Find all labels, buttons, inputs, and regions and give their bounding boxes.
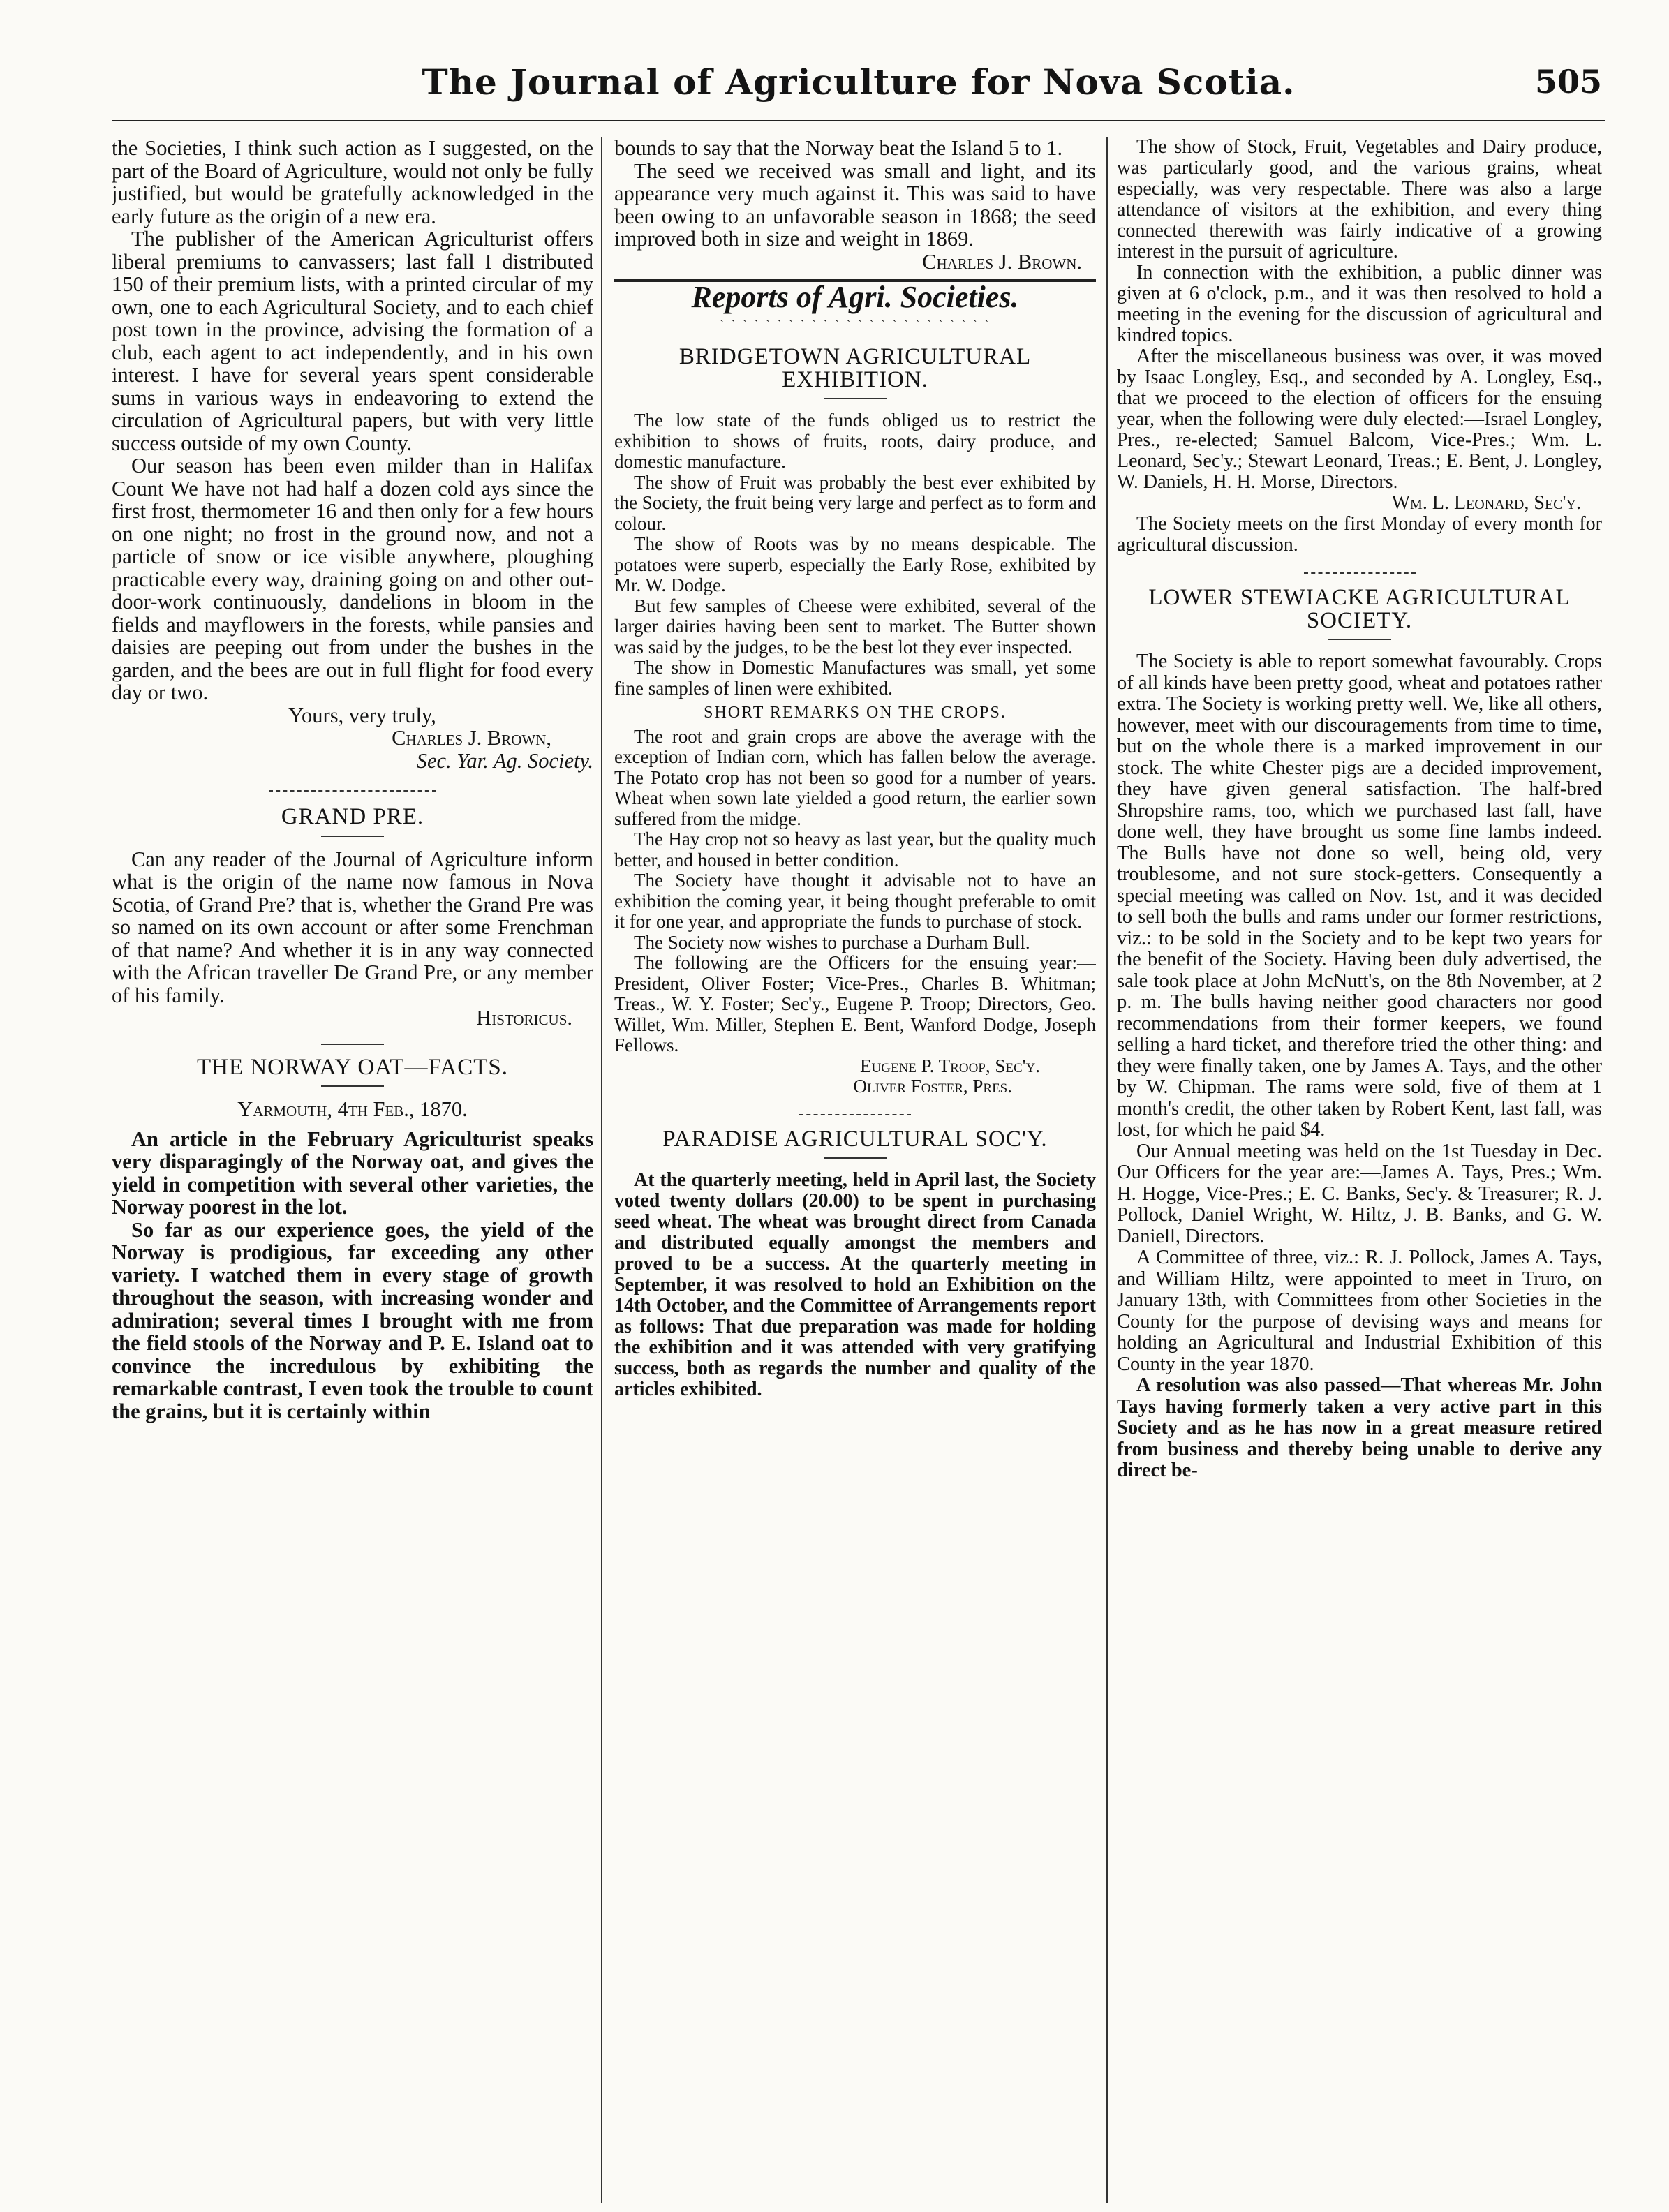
section-divider bbox=[269, 790, 436, 792]
paragraph: At the quarterly meeting, held in April last, the Society voted twenty dollars (20.00) to be spent in purchasing seed wheat. The wheat was brought direct from Canada and distributed equally amongst the members and proved to be a success. At the quarterly meeting in September, it was resolved to hold an Exhibition on the 14th October, and the Committee of Arrangements report as follows: That due preparation was made for holding the exhibition and it was attended with very gratifying success, both as regards the number and quality of the articles exhibited. bbox=[614, 1169, 1096, 1400]
page-number: 505 bbox=[1534, 63, 1602, 101]
paragraph: An article in the February Agriculturist speaks very disparagingly of the Norway oat, and gives the yield in competition with several other varieties, the Norway poorest in the lot. bbox=[112, 1127, 593, 1219]
heading-rule bbox=[1328, 639, 1391, 640]
heading-rule bbox=[824, 1157, 887, 1159]
journal-title: The Journal of Agriculture for Nova Scotia. bbox=[422, 61, 1296, 103]
signature-name: Charles J. Brown, bbox=[392, 726, 551, 750]
paragraph: Can any reader of the Journal of Agriculture inform what is the origin of the name now famous in Nova Scotia, of Grand Pre? that is, whether the Grand Pre was so named on its own account or after some Frenchman of that name? And whether it is in any way connected with the African traveller De Grand Pre, or any member of his family. bbox=[112, 847, 593, 1007]
signature-name: Charles J. Brown. bbox=[922, 249, 1082, 274]
column-rule bbox=[1106, 137, 1108, 2203]
signature-name: Eugene P. Troop, Sec'y. bbox=[860, 1055, 1040, 1076]
paragraph: After the miscellaneous business was over, it was moved by Isaac Longley, Esq., and seconded by A. Longley, Esq., that we proceed to the election of officers for the ensuing year, when the following were duly elected:—Israel Longley, Pres., re-elected; Samuel Balcom, Vice-Pres.; Wm. L. Leonard, Sec'y.; Stewart Leonard, Treas.; E. Bent, J. Longley, W. Daniels, H. H. Morse, Directors. bbox=[1117, 346, 1602, 493]
paragraph: So far as our experience goes, the yield of the Norway is prodigious, far exceeding any other variety. I watched them in every stage of growth throughout the season, with increasing wonder and admiration; several times I brought with me from the field stools of the Norway and P. E. Island oat to convince the incredulous by exhibiting the remarkable contrast, I even took the trouble to count the grains, but it is certainly within bbox=[112, 1217, 593, 1423]
paragraph: The Society have thought it advisable not to have an exhibition the coming year, it being thought preferable to omit it for one year, and appropriate the funds to purchase of stock. bbox=[614, 870, 1096, 932]
heading-rule bbox=[824, 398, 887, 399]
paragraph: The Society now wishes to purchase a Durham Bull. bbox=[634, 931, 1030, 953]
bridgetown-heading: BRIDGETOWN AGRICULTURAL EXHIBITION. bbox=[678, 344, 1032, 392]
paragraph: The publisher of the American Agriculturist offers liberal premiums to canvassers; last fall I distributed 150 of their premium lists, with a printed circular of my own, one to each Agricultural Society, and to each chief post town in the province, advising the formation of a club, each agent to act independently, and in his own interest. I have for several years spent considerable sums in various ways in endeavoring to extend the circulation of Agricultural papers, but with very little success outside of my own County. bbox=[112, 227, 593, 455]
paragraph: Our Annual meeting was held on the 1st Tuesday in Dec. Our Officers for the year are:—James A. Tays, Pres.; Wm. H. Hogge, Vice-Pres.; E. C. Banks, Sec'y. & Treasurer; R. J. Pollock, Daniel Wright, W. Hiltz, J. B. Banks, and G. W. Daniell, Directors. bbox=[1117, 1140, 1602, 1247]
paragraph: The show in Domestic Manufactures was small, yet some fine samples of linen were exhibited. bbox=[614, 657, 1096, 699]
signature-title: Sec. Yar. Ag. Society. bbox=[416, 748, 593, 773]
paragraph: The show of Roots was by no means despicable. The potatoes were superb, especially the Early Rose, exhibited by Mr. W. Dodge. bbox=[614, 533, 1096, 595]
section-title: Reports of Agri. Societies. bbox=[691, 280, 1019, 314]
stewiacke-heading: LOWER STEWIACKE AGRICULTURAL SOCIETY. bbox=[1148, 585, 1571, 633]
heading-rule bbox=[321, 1085, 384, 1087]
signature-name: Oliver Foster, Pres. bbox=[853, 1076, 1012, 1097]
crops-subheading: SHORT REMARKS ON THE CROPS. bbox=[704, 704, 1007, 722]
paragraph: the Societies, I think such action as I suggested, on the part of the Board of Agriculture, would not only be fully justified, but would be gratefully acknowledged in the early future as the origin of a new era. bbox=[112, 137, 593, 228]
paragraph: bounds to say that the Norway beat the Island 5 to 1. bbox=[614, 137, 1063, 160]
section-divider bbox=[321, 1044, 384, 1045]
paradise-heading: PARADISE AGRICULTURAL SOC'Y. bbox=[662, 1126, 1048, 1152]
section-divider bbox=[1304, 572, 1416, 574]
paragraph: In connection with the exhibition, a public dinner was given at 6 o'clock, p.m., and it was then resolved to hold a meeting in the evening for the discussion of agricultural and kindred topics. bbox=[1117, 262, 1602, 346]
paragraph: The following are the Officers for the ensuing year:—President, Oliver Foster; Vice-Pres., Charles B. Whitman; Treas., W. Y. Foster; Sec'y., Eugene P. Troop; Directors, Geo. Willet, Wm. Miller, Stephen E. Bent, Wanford Dodge, Joseph Fellows. bbox=[614, 952, 1096, 1055]
page-header bbox=[112, 54, 1605, 117]
heading-rule bbox=[321, 836, 384, 837]
header-rule bbox=[112, 119, 1605, 124]
signature-name: Historicus. bbox=[476, 1006, 572, 1030]
signature-name: Wm. L. Leonard, Sec'y. bbox=[1391, 492, 1581, 514]
paragraph: The show of Stock, Fruit, Vegetables and Dairy produce, was particularly good, and the various grains, wheat especially, was very respectable. There was also a large attendance of visitors at the exhibition, and every thing connected therewith was fairly indicative of a growing interest in the pursuit of agriculture. bbox=[1117, 137, 1602, 262]
ornament-dots: ` ` ` ` ` ` ` ` ` ` ` ` ` ` ` ` ` ` ` ` ` ` ` ` bbox=[719, 317, 991, 332]
paragraph: The show of Fruit was probably the best ever exhibited by the Society, the fruit being very large and perfect as to form and colour. bbox=[614, 471, 1096, 534]
paragraph: The Hay crop not so heavy as last year, but the quality much better, and housed in better condition. bbox=[614, 829, 1096, 870]
letter-closing: Yours, very truly, bbox=[288, 703, 436, 727]
paragraph: The Society is able to report somewhat favourably. Crops of all kinds have been pretty good, wheat and potatoes rather extra. The Society is working pretty well. We, like all others, however, meet with our discouragements from time to time, but on the whole there is a marked improvement in our stock. The white Chester pigs are a decided improvement, they have given general satisfaction. The half-bred Shropshire rams, too, which we purchased last fall, have done well, they have brought us some fine lambs indeed. The Bulls have not done so well, being old, very troublesome, and not sure stock-getters. Consequently a special meeting was called on Nov. 1st, and it was decided to sell both the bulls and rams under our former restrictions, viz.: to be sold in the Society and to be kept two years for the benefit of the Society. Having been duly advertised, the sale took place at John McNutt's, on the 8th November, at 2 p. m. The bulls having neither good characters nor good recommendations from their former keepers, we found selling a hard ticket, and therefore tried the other thing: and they were finally taken, one by James A. Tays, and the other by W. Chipman. The rams were sold, five of them at 1 month's credit, the other taken by Robert Kent, last fall, was lost, for which he paid $4. bbox=[1117, 651, 1602, 1141]
norway-heading: THE NORWAY OAT—FACTS. bbox=[196, 1054, 509, 1080]
dateline: Yarmouth, 4th Feb., 1870. bbox=[237, 1097, 468, 1121]
paragraph: A Committee of three, viz.: R. J. Pollock, James A. Tays, and William Hiltz, were appointed to meet in Truro, on January 13th, with Committees from other Societies in the County for the purpose of devising ways and means for holding an Agricultural and Industrial Exhibition of this County in the year 1870. bbox=[1117, 1247, 1602, 1375]
column-2 bbox=[614, 137, 1096, 2203]
paragraph: The root and grain crops are above the average with the exception of Indian corn, which has fallen below the average. The Potato crop has not been so good for a number of years. Wheat when sown late yielded a good return, the earlier sown suffered from the midge. bbox=[614, 725, 1096, 829]
paragraph: A resolution was also passed—That whereas Mr. John Tays having formerly taken a very active part in this Society and as he has now in a great measure retired from business and thereby being unable to derive any direct be- bbox=[1117, 1374, 1602, 1481]
paragraph: But few samples of Cheese were exhibited, several of the larger dairies having been sent to market. The Butter shown was said by the judges, to be the best lot they ever inspected. bbox=[614, 595, 1096, 658]
column-3 bbox=[1117, 137, 1602, 2203]
column-rule bbox=[601, 137, 602, 2203]
paragraph: The Society meets on the first Monday of every month for agricultural discussion. bbox=[1117, 513, 1602, 556]
grand-pre-heading: GRAND PRE. bbox=[281, 804, 424, 829]
paragraph: Our season has been even milder than in Halifax Count We have not had half a dozen cold ays since the first frost, thermometer 16 and then only for a few hours on one night; no frost in the ground now, and not a particle of snow or ice visible anywhere, ploughing practicable every way, draining going on and other out-door-work continuously, dandelions in bloom in the fields and mayflowers in the forests, while pansies and daisies are peeping out from under the bushes in the garden, and the bees are out in full flight for food every day or two. bbox=[112, 454, 593, 704]
paragraph: The seed we received was small and light, and its appearance very much against it. This was said to have been owing to an unfavorable season in 1868; the seed improved both in size and weight in 1869. bbox=[614, 158, 1096, 251]
paragraph: The low state of the funds obliged us to restrict the exhibition to shows of fruits, roots, dairy produce, and domestic manufacture. bbox=[614, 410, 1096, 472]
column-1 bbox=[112, 137, 593, 2203]
section-divider bbox=[799, 1114, 911, 1115]
